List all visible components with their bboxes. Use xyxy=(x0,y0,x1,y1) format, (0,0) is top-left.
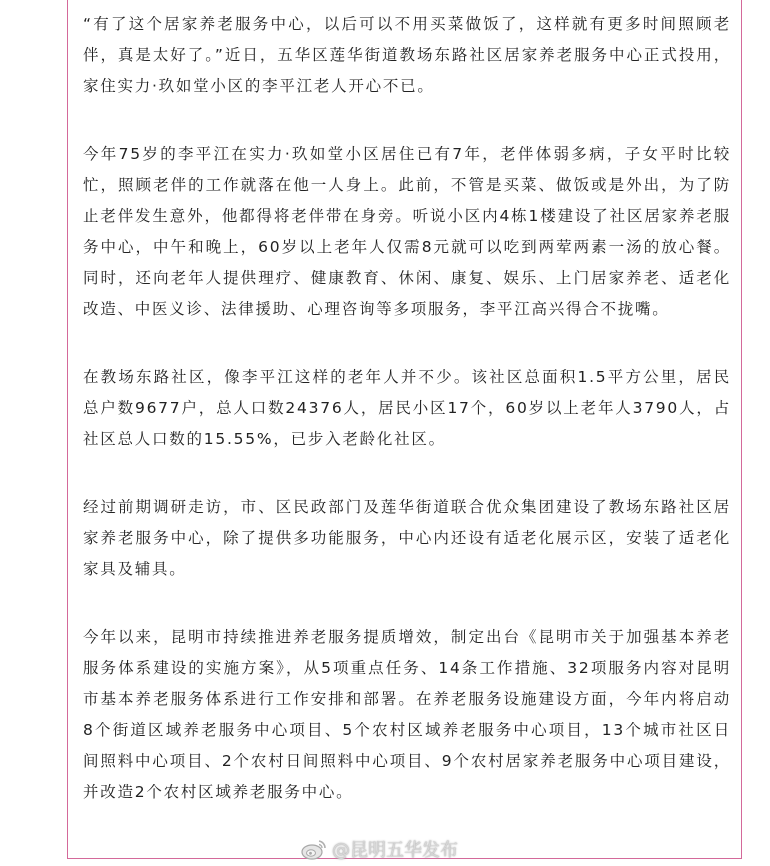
article-body xyxy=(83,9,731,845)
paragraph-center-construction: 经过前期调研走访，市、区民政部门及莲华街道联合优众集团建设了教场东路社区居家养老服务中心，除了提供多功能服务，中心内还设有适老化展示区，安装了适老化家具及辅具。 xyxy=(83,498,731,578)
paragraph-intro-quote: “有了这个居家养老服务中心，以后可以不用买菜做饭了，这样就有更多时间照顾老伴，真是太好了。”近日，五华区莲华街道教场东路社区居家养老服务中心正式投用，家住实力·玖如堂小区的李平江老人开心不已。 xyxy=(83,15,731,95)
watermark-text: @昆明五华发布 xyxy=(332,840,458,861)
weibo-icon xyxy=(300,837,328,861)
paragraph-li-pingjiang-story: 今年75岁的李平江在实力·玖如堂小区居住已有7年，老伴体弱多病，子女平时比较忙，照顾老伴的工作就落在他一人身上。此前，不管是买菜、做饭或是外出，为了防止老伴发生意外，他都得将老伴带在身旁。听说小区内4栋1楼建设了社区居家养老服务中心，中午和晚上，60岁以上老年人仅需8元就可以吃到两荤两素一汤的放心餐。同时，还向老年人提供理疗、健康教育、休闲、康复、娱乐、上门居家养老、适老化改造、中医义诊、法律援助、心理咨询等多项服务，李平江高兴得合不拢嘴。 xyxy=(83,145,731,318)
paragraph-kunming-policy: 今年以来，昆明市持续推进养老服务提质增效，制定出台《昆明市关于加强基本养老服务体系建设的实施方案》，从5项重点任务、14条工作措施、32项服务内容对昆明市基本养老服务体系进行工作安排和部署。在养老服务设施建设方面，今年内将启动8个街道区域养老服务中心项目、5个农村区域养老服务中心项目，13个城市社区日间照料中心项目、2个农村日间照料中心项目、9个农村居家养老服务中心项目建设，并改造2个农村区域养老服务中心。 xyxy=(83,628,731,801)
article-frame xyxy=(67,0,742,859)
weibo-watermark xyxy=(300,836,458,862)
paragraph-community-stats: 在教场东路社区，像李平江这样的老年人并不少。该社区总面积1.5平方公里，居民总户数9677户，总人口数24376人，居民小区17个，60岁以上老年人3790人，占社区总人口数的15.55%，已步入老龄化社区。 xyxy=(83,368,731,448)
